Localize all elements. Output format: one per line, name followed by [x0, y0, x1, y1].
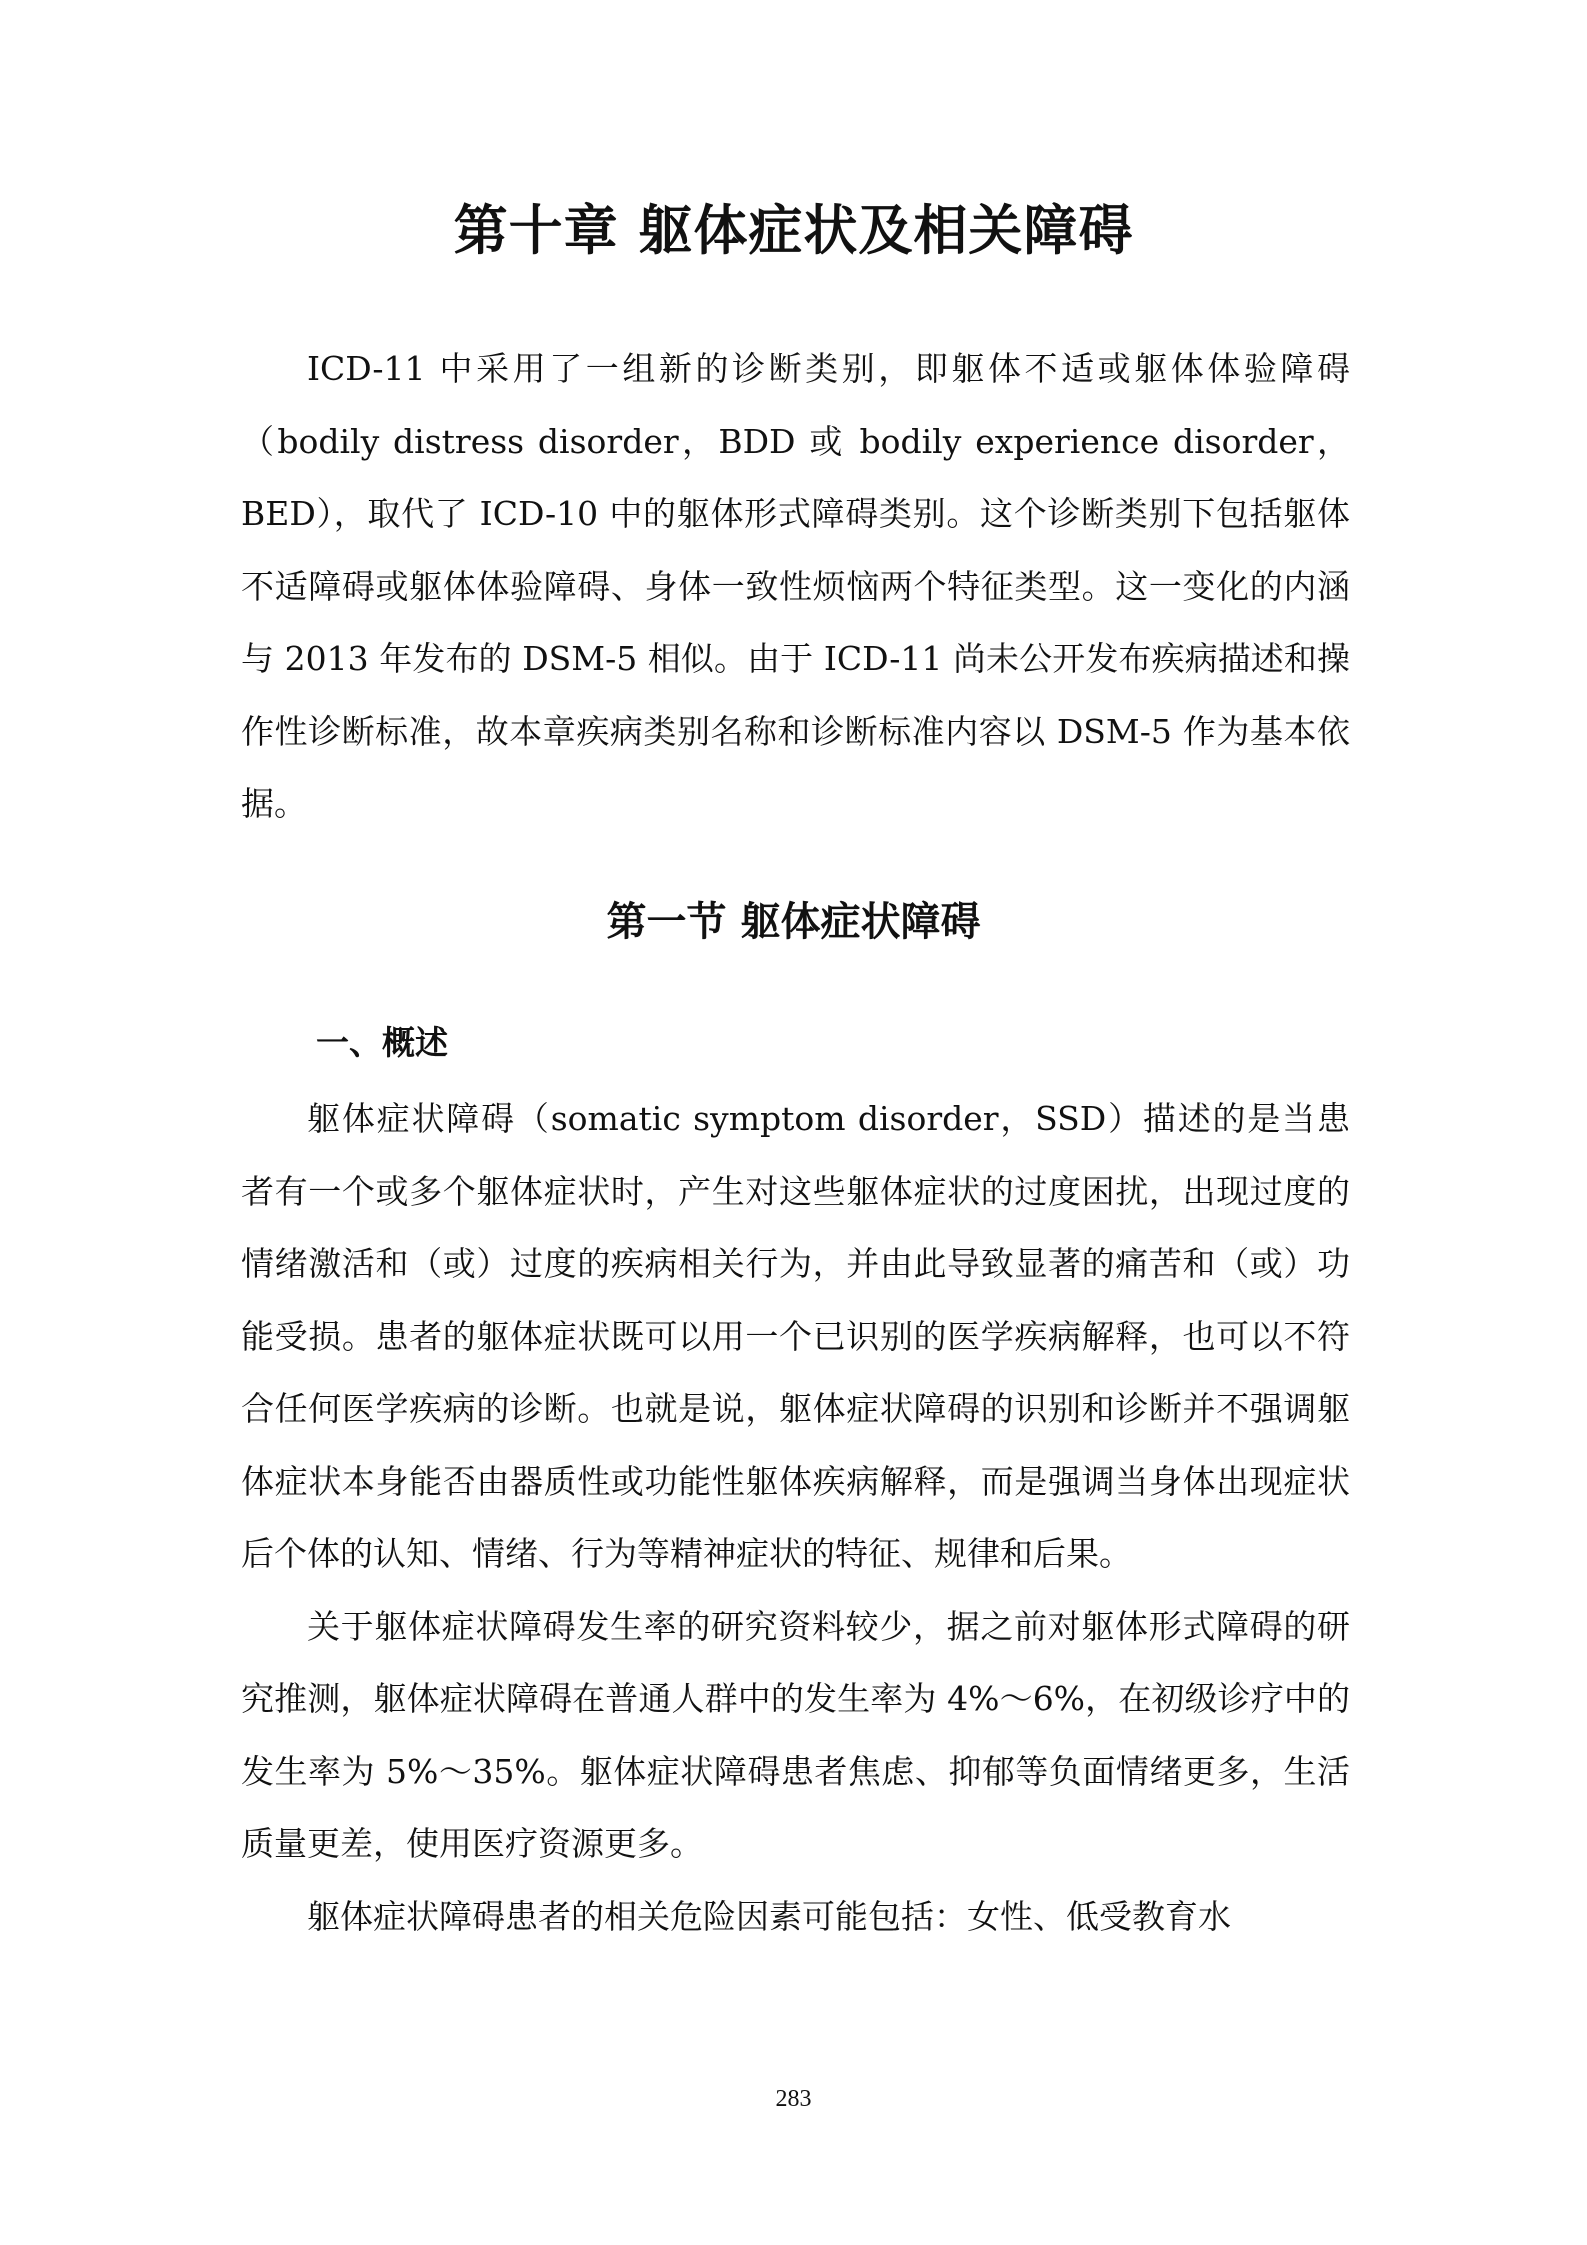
paragraph: 关于躯体症状障碍发生率的研究资料较少，据之前对躯体形式障碍的研究推测，躯体症状障碍在普通人群中的发生率为 4%～6%，在初级诊疗中的发生率为 5%～35%。躯体症状障碍患者焦虑、抑郁等负面情绪更多，生活质量更差，使用医疗资源更多。 — [241, 1606, 1350, 1863]
paragraph: 躯体症状障碍患者的相关危险因素可能包括：女性、低受教育水 — [307, 1896, 1231, 1936]
section-title: 第一节 躯体症状障碍 — [606, 899, 981, 945]
intro-paragraph: ICD-11 中采用了一组新的诊断类别，即躯体不适或躯体体验障碍（bodily distress disorder，BDD 或 bodily experience disorder，BED），取代了 ICD-10 中的躯体形式障碍类别。这个诊断类别下包括躯体不适障碍或躯体体验障碍、身体一致性烦恼两个特征类型。这一变化的内涵与 2013 年发布的 DSM-5 相似。由于 ICD-11 尚未公开发布疾病描述和操作性诊断标准，故本章疾病类别名称和诊断标准内容以 DSM-5 作为基本依据。 — [241, 349, 1350, 823]
chapter-title: 第十章 躯体症状及相关障碍 — [453, 199, 1134, 262]
page-number: 283 — [775, 2086, 812, 2112]
subsection-title: 一、概述 — [316, 1023, 448, 1062]
overview-section — [241, 1083, 1350, 1953]
paragraph: 躯体症状障碍（somatic symptom disorder，SSD）描述的是当患者有一个或多个躯体症状时，产生对这些躯体症状的过度困扰，出现过度的情绪激活和（或）过度的疾病相关行为，并由此导致显著的痛苦和（或）功能受损。患者的躯体症状既可以用一个已识别的医学疾病解释，也可以不符合任何医学疾病的诊断。也就是说，躯体症状障碍的识别和诊断并不强调躯体症状本身能否由器质性或功能性躯体疾病解释，而是强调当身体出现症状后个体的认知、情绪、行为等精神症状的特征、规律和后果。 — [241, 1099, 1350, 1573]
intro-section — [241, 333, 1350, 841]
